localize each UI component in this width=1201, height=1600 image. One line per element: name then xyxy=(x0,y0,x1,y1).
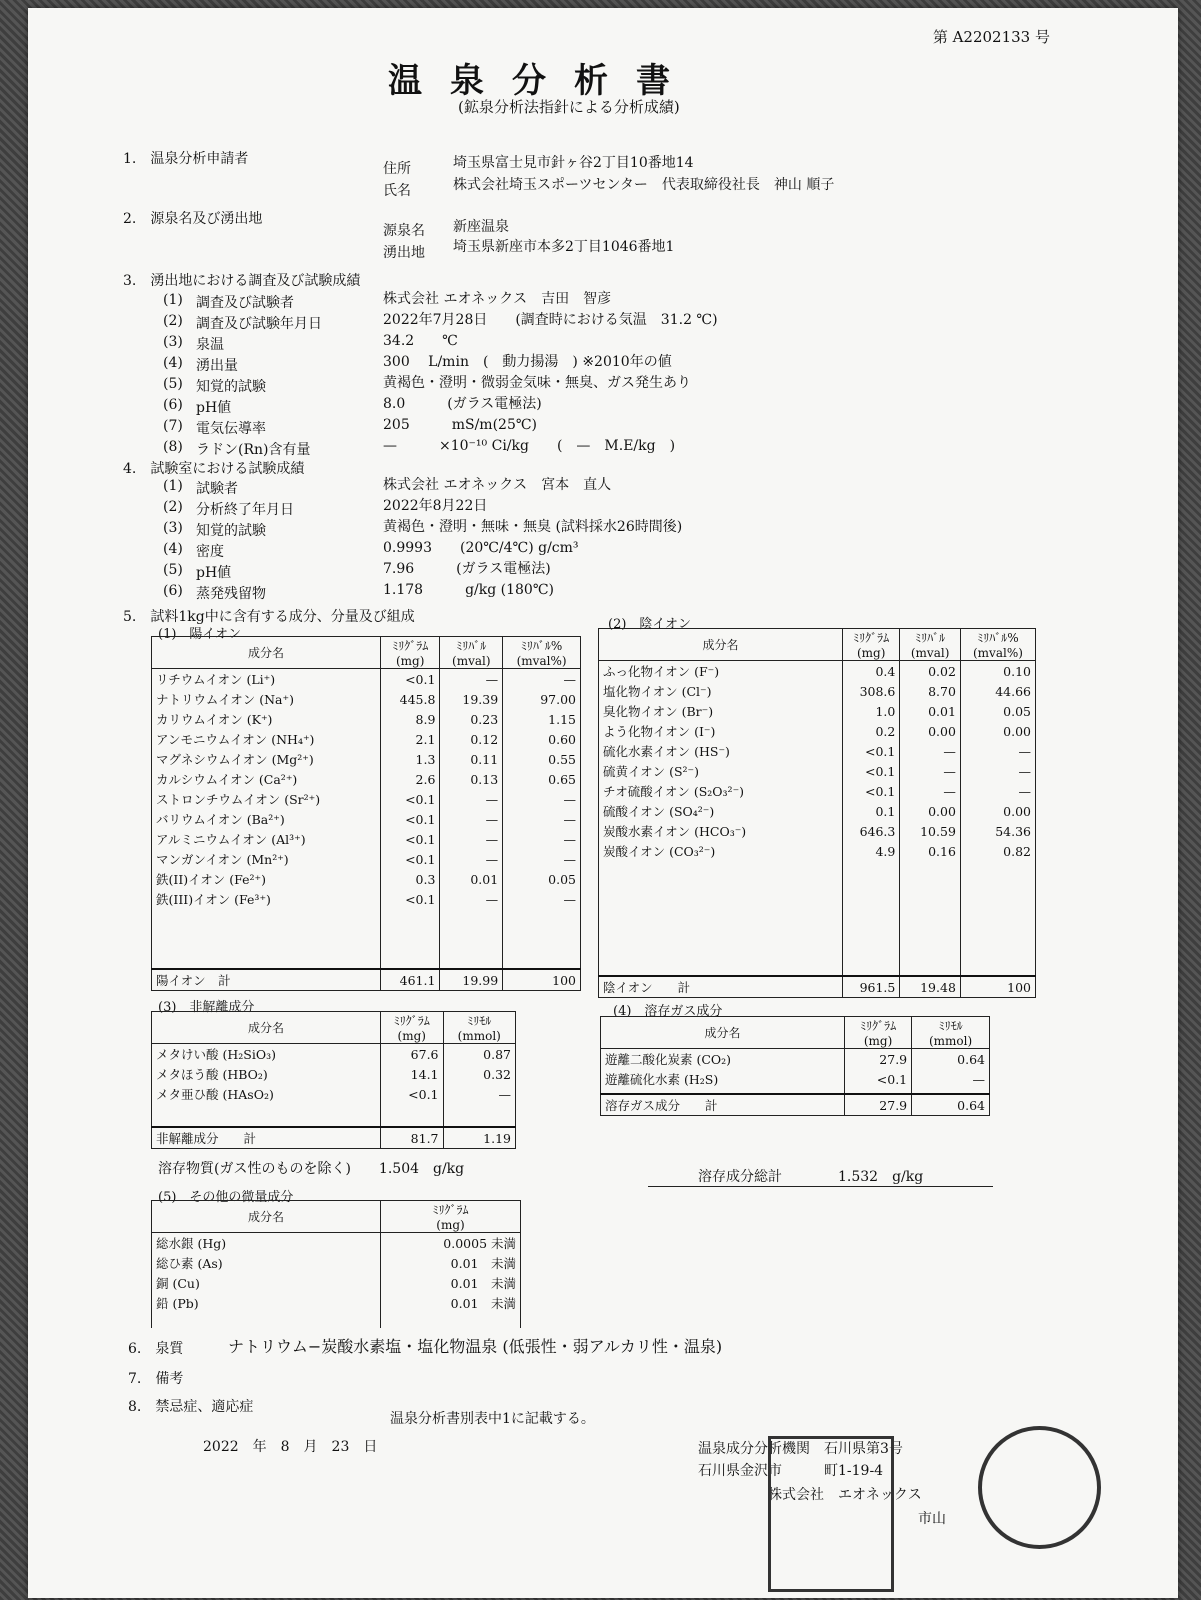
round-seal-stamp xyxy=(978,1426,1101,1549)
section-remarks: 7. 備考 xyxy=(128,1371,184,1387)
field-test-item-no: (2) xyxy=(163,313,183,329)
component-value: 1.3 xyxy=(381,749,440,769)
component-value: 0.01 未満 xyxy=(381,1293,521,1313)
table-row xyxy=(152,889,581,909)
component-name: アルミニウムイオン (Al³⁺) xyxy=(152,829,381,849)
field-test-item-value: 300 L/min ( 動力揚湯 ) ※2010年の値 xyxy=(383,354,672,370)
component-name: メタほう酸 (HBO₂) xyxy=(152,1064,381,1084)
column-header: 成分名 xyxy=(152,1201,381,1233)
component-value: 0.02 xyxy=(900,661,961,682)
document-page xyxy=(28,8,1178,1598)
anion-caption: (2) 陰イオン xyxy=(608,617,692,632)
field-test-item-value: 黄褐色・澄明・微弱金気味・無臭、ガス発生あり xyxy=(383,375,691,391)
table-row xyxy=(152,869,581,889)
component-value: 14.1 xyxy=(381,1064,444,1084)
table-row xyxy=(152,1064,516,1084)
component-value: <0.1 xyxy=(381,829,440,849)
component-value: 0.1 xyxy=(843,801,900,821)
cation-table xyxy=(151,636,581,991)
location-value: 埼玉県新座市本多2丁目1046番地1 xyxy=(453,239,675,255)
minor-table xyxy=(151,1200,521,1328)
indications-value: 温泉分析書別表中1に記載する。 xyxy=(390,1411,595,1427)
table-row xyxy=(152,1233,521,1254)
component-name: 総ひ素 (As) xyxy=(152,1253,381,1273)
table-row xyxy=(599,821,1036,841)
total-value: 0.64 xyxy=(912,1094,990,1116)
component-name: 総水銀 (Hg) xyxy=(152,1233,381,1254)
table-row xyxy=(152,689,581,709)
component-value: 0.87 xyxy=(443,1044,515,1065)
field-test-item-label: ラドン(Rn)含有量 xyxy=(196,442,311,458)
table-header-row xyxy=(601,1017,990,1049)
component-name: アンモニウムイオン (NH₄⁺) xyxy=(152,729,381,749)
component-value: 4.9 xyxy=(843,841,900,861)
table-header-row xyxy=(152,1012,516,1044)
section-lab-test: 4. 試験室における試験成績 xyxy=(123,461,305,477)
total-value: 100 xyxy=(503,969,581,991)
total-row xyxy=(599,976,1036,998)
lab-test-item-label: 蒸発残留物 xyxy=(196,586,266,602)
field-test-item-label: 調査及び試験者 xyxy=(196,295,294,311)
field-test-item-label: 湧出量 xyxy=(196,358,238,374)
field-test-item-value: 8.0 (ガラス電極法) xyxy=(383,396,542,412)
section-composition: 5. 試料1kg中に含有する成分、分量及び組成 xyxy=(123,609,415,625)
component-value: 1.0 xyxy=(843,701,900,721)
table-row xyxy=(152,709,581,729)
table-row xyxy=(152,669,581,690)
component-value: — xyxy=(900,741,961,761)
component-value: — xyxy=(503,829,581,849)
component-value: 2.1 xyxy=(381,729,440,749)
component-value: 1.15 xyxy=(503,709,581,729)
location-label: 湧出地 xyxy=(383,245,425,261)
component-value: 445.8 xyxy=(381,689,440,709)
component-value: — xyxy=(503,669,581,690)
quality-value: ナトリウム−炭酸水素塩・塩化物温泉 (低張性・弱アルカリ性・温泉) xyxy=(228,1337,723,1356)
issuer-line1: 温泉成分分析機関 石川県第3号 xyxy=(698,1441,903,1457)
component-value: 0.3 xyxy=(381,869,440,889)
column-header: ﾐﾘﾊﾞﾙ% (mval%) xyxy=(960,629,1035,661)
lab-test-item-label: pH値 xyxy=(196,565,232,581)
component-value: <0.1 xyxy=(381,889,440,909)
lab-test-item-label: 密度 xyxy=(196,544,224,560)
component-name: チオ硫酸イオン (S₂O₃²⁻) xyxy=(599,781,843,801)
component-name: メタけい酸 (H₂SiO₃) xyxy=(152,1044,381,1065)
component-name: ナトリウムイオン (Na⁺) xyxy=(152,689,381,709)
total-label: 陰イオン 計 xyxy=(599,976,843,998)
address-value: 埼玉県富士見市針ヶ谷2丁目10番地14 xyxy=(453,155,694,171)
lab-test-item-no: (3) xyxy=(163,520,183,536)
component-value: — xyxy=(503,889,581,909)
field-test-item-no: (3) xyxy=(163,334,183,350)
component-name: 鉄(III)イオン (Fe³⁺) xyxy=(152,889,381,909)
table-row xyxy=(599,841,1036,861)
component-value: — xyxy=(503,789,581,809)
lab-test-item-value: 黄褐色・澄明・無味・無臭 (試料採水26時間後) xyxy=(383,519,683,535)
component-value: 0.64 xyxy=(912,1049,990,1070)
component-name: 炭酸水素イオン (HCO₃⁻) xyxy=(599,821,843,841)
total-label: 溶存ガス成分 計 xyxy=(601,1094,845,1116)
component-value: 97.00 xyxy=(503,689,581,709)
total-underline xyxy=(648,1186,993,1187)
table-row xyxy=(152,1293,521,1313)
name-value: 株式会社埼玉スポーツセンター 代表取締役社長 神山 順子 xyxy=(453,177,835,193)
section-indications: 8. 禁忌症、適応症 xyxy=(128,1399,254,1415)
component-name: 炭酸イオン (CO₃²⁻) xyxy=(599,841,843,861)
component-name: 遊離硫化水素 (H₂S) xyxy=(601,1069,845,1089)
filler-row xyxy=(152,909,581,969)
section-quality: 6. 泉質 xyxy=(128,1341,184,1357)
table-row xyxy=(599,761,1036,781)
component-name: 銅 (Cu) xyxy=(152,1273,381,1293)
table-row xyxy=(152,1044,516,1065)
source-value: 新座温泉 xyxy=(453,219,509,235)
field-test-item-value: 205 mS/m(25℃) xyxy=(383,417,537,433)
column-header: ﾐﾘｸﾞﾗﾑ (mg) xyxy=(843,629,900,661)
lab-test-item-value: 2022年8月22日 xyxy=(383,498,488,514)
lab-test-item-value: 株式会社 エオネックス 宮本 直人 xyxy=(383,477,612,493)
component-value: 0.82 xyxy=(960,841,1035,861)
component-name: 硫酸イオン (SO₄²⁻) xyxy=(599,801,843,821)
component-value: <0.1 xyxy=(381,809,440,829)
table-row xyxy=(152,1253,521,1273)
component-value: <0.1 xyxy=(843,761,900,781)
table-row xyxy=(152,789,581,809)
component-value: 0.00 xyxy=(900,801,961,821)
column-header: ﾐﾘﾓﾙ (mmol) xyxy=(912,1017,990,1049)
table-row xyxy=(152,769,581,789)
component-value: — xyxy=(503,809,581,829)
component-name: ふっ化物イオン (F⁻) xyxy=(599,661,843,682)
component-value: — xyxy=(440,829,503,849)
lab-test-item-value: 1.178 g/kg (180℃) xyxy=(383,582,554,598)
field-test-item-no: (5) xyxy=(163,376,183,392)
component-value: 0.23 xyxy=(440,709,503,729)
component-value: 2.6 xyxy=(381,769,440,789)
table-row xyxy=(599,741,1036,761)
table-row xyxy=(152,829,581,849)
total-value: 81.7 xyxy=(381,1127,444,1149)
column-header: ﾐﾘｸﾞﾗﾑ (mg) xyxy=(381,637,440,669)
field-test-item-value: — ×10⁻¹⁰ Ci/kg ( — M.E/kg ) xyxy=(383,438,676,454)
component-value: 0.05 xyxy=(960,701,1035,721)
component-value: <0.1 xyxy=(845,1069,912,1089)
total-value: 100 xyxy=(960,976,1035,998)
component-value: — xyxy=(440,849,503,869)
field-test-item-value: 2022年7月28日 (調査時における気温 31.2 ℃) xyxy=(383,312,718,328)
lab-test-item-no: (2) xyxy=(163,499,183,515)
component-name: マグネシウムイオン (Mg²⁺) xyxy=(152,749,381,769)
component-value: — xyxy=(960,781,1035,801)
total-value: 19.48 xyxy=(900,976,961,998)
table-row xyxy=(152,729,581,749)
issuer-line3: 株式会社 エオネックス xyxy=(768,1487,922,1503)
component-value: 0.01 xyxy=(900,701,961,721)
table-header-row xyxy=(152,1201,521,1233)
table-row xyxy=(599,801,1036,821)
total-value: 461.1 xyxy=(381,969,440,991)
field-test-item-label: 知覚的試験 xyxy=(196,379,266,395)
component-value: 54.36 xyxy=(960,821,1035,841)
component-value: 0.12 xyxy=(440,729,503,749)
table-row xyxy=(152,749,581,769)
column-header: ﾐﾘｸﾞﾗﾑ (mg) xyxy=(381,1012,444,1044)
component-name: バリウムイオン (Ba²⁺) xyxy=(152,809,381,829)
component-value: 0.0005 未満 xyxy=(381,1233,521,1254)
field-test-item-label: 調査及び試験年月日 xyxy=(196,316,322,332)
component-value: — xyxy=(900,761,961,781)
component-name: ストロンチウムイオン (Sr²⁺) xyxy=(152,789,381,809)
component-name: リチウムイオン (Li⁺) xyxy=(152,669,381,690)
component-name: 遊離二酸化炭素 (CO₂) xyxy=(601,1049,845,1070)
column-header: ﾐﾘﾊﾞﾙ (mval) xyxy=(440,637,503,669)
total-row xyxy=(601,1094,990,1116)
total-value: 19.99 xyxy=(440,969,503,991)
address-label: 住所 xyxy=(383,161,411,177)
gas-caption: (4) 溶存ガス成分 xyxy=(613,1004,723,1019)
component-name: 臭化物イオン (Br⁻) xyxy=(599,701,843,721)
column-header: 成分名 xyxy=(152,1012,381,1044)
issuer-line4: 市山 xyxy=(918,1511,946,1527)
component-name: カルシウムイオン (Ca²⁺) xyxy=(152,769,381,789)
table-row xyxy=(152,849,581,869)
nonion-table xyxy=(151,1011,516,1149)
lab-test-item-no: (1) xyxy=(163,478,183,494)
component-value: 0.01 未満 xyxy=(381,1273,521,1293)
component-value: <0.1 xyxy=(381,1084,444,1104)
component-value: 0.00 xyxy=(960,721,1035,741)
component-value: 0.55 xyxy=(503,749,581,769)
lab-test-item-value: 0.9993 (20℃/4℃) g/cm³ xyxy=(383,540,579,556)
component-value: — xyxy=(503,849,581,869)
table-row xyxy=(152,1273,521,1293)
component-value: 10.59 xyxy=(900,821,961,841)
component-value: — xyxy=(960,761,1035,781)
component-value: 0.60 xyxy=(503,729,581,749)
component-name: カリウムイオン (K⁺) xyxy=(152,709,381,729)
field-test-item-no: (7) xyxy=(163,418,183,434)
component-value: 19.39 xyxy=(440,689,503,709)
component-name: 鉛 (Pb) xyxy=(152,1293,381,1313)
section-source: 2. 源泉名及び湧出地 xyxy=(123,211,263,227)
component-value: 0.4 xyxy=(843,661,900,682)
component-value: <0.1 xyxy=(381,789,440,809)
component-name: マンガンイオン (Mn²⁺) xyxy=(152,849,381,869)
component-name: 硫化水素イオン (HS⁻) xyxy=(599,741,843,761)
component-value: 646.3 xyxy=(843,821,900,841)
dissolved-solids: 溶存物質(ガス性のものを除く) 1.504 g/kg xyxy=(158,1161,465,1177)
component-value: 67.6 xyxy=(381,1044,444,1065)
total-label: 非解離成分 計 xyxy=(152,1127,381,1149)
component-value: — xyxy=(960,741,1035,761)
lab-test-item-label: 試験者 xyxy=(196,481,238,497)
total-row xyxy=(152,1127,516,1149)
component-value: 0.10 xyxy=(960,661,1035,682)
table-row xyxy=(599,781,1036,801)
section-field-test: 3. 湧出地における調査及び試験成績 xyxy=(123,273,361,289)
table-row xyxy=(599,721,1036,741)
component-name: 硫黄イオン (S²⁻) xyxy=(599,761,843,781)
field-test-item-value: 株式会社 エオネックス 吉田 智彦 xyxy=(383,291,612,307)
anion-table xyxy=(598,628,1036,998)
component-value: — xyxy=(443,1084,515,1104)
component-value: 0.2 xyxy=(843,721,900,741)
document-number: 第 A2202133 号 xyxy=(932,28,1050,46)
field-test-item-no: (4) xyxy=(163,355,183,371)
field-test-item-no: (1) xyxy=(163,292,183,308)
lab-test-item-no: (4) xyxy=(163,541,183,557)
component-value: 8.9 xyxy=(381,709,440,729)
dissolved-total: 溶存成分総計 1.532 g/kg xyxy=(698,1169,924,1185)
table-row xyxy=(152,809,581,829)
field-test-item-label: 泉温 xyxy=(196,337,224,353)
minor-caption: (5) その他の微量成分 xyxy=(158,1190,294,1205)
document-subtitle: (鉱泉分析法指針による分析成績) xyxy=(458,98,680,116)
total-value: 1.19 xyxy=(443,1127,515,1149)
lab-test-item-no: (5) xyxy=(163,562,183,578)
component-value: 0.00 xyxy=(900,721,961,741)
total-value: 27.9 xyxy=(845,1094,912,1116)
component-value: 0.13 xyxy=(440,769,503,789)
component-value: <0.1 xyxy=(381,849,440,869)
field-test-item-no: (6) xyxy=(163,397,183,413)
issue-date: 2022 年 8 月 23 日 xyxy=(203,1439,378,1455)
column-header: ﾐﾘﾓﾙ (mmol) xyxy=(443,1012,515,1044)
table-header-row xyxy=(152,637,581,669)
gas-table xyxy=(600,1016,990,1116)
component-value: <0.1 xyxy=(381,669,440,690)
component-name: メタ亜ひ酸 (HAsO₂) xyxy=(152,1084,381,1104)
lab-test-item-value: 7.96 (ガラス電極法) xyxy=(383,561,551,577)
document-title: 温泉分析書 xyxy=(388,61,698,101)
cation-caption: (1) 陽イオン xyxy=(158,627,242,642)
column-header: ﾐﾘﾊﾞﾙ% (mval%) xyxy=(503,637,581,669)
component-value: — xyxy=(440,889,503,909)
source-label: 源泉名 xyxy=(383,223,425,239)
component-value: 0.32 xyxy=(443,1064,515,1084)
table-row xyxy=(601,1069,990,1089)
component-value: 0.05 xyxy=(503,869,581,889)
component-value: 8.70 xyxy=(900,681,961,701)
column-header: ﾐﾘｸﾞﾗﾑ (mg) xyxy=(845,1017,912,1049)
field-test-item-no: (8) xyxy=(163,439,183,455)
component-value: 27.9 xyxy=(845,1049,912,1070)
component-value: <0.1 xyxy=(843,781,900,801)
component-name: 塩化物イオン (Cl⁻) xyxy=(599,681,843,701)
component-value: 0.65 xyxy=(503,769,581,789)
component-name: 鉄(II)イオン (Fe²⁺) xyxy=(152,869,381,889)
field-test-item-label: 電気伝導率 xyxy=(196,421,266,437)
component-value: 0.11 xyxy=(440,749,503,769)
component-name: よう化物イオン (I⁻) xyxy=(599,721,843,741)
name-label: 氏名 xyxy=(383,183,411,199)
filler-row xyxy=(599,861,1036,976)
component-value: — xyxy=(900,781,961,801)
total-value: 961.5 xyxy=(843,976,900,998)
lab-test-item-no: (6) xyxy=(163,583,183,599)
component-value: 0.00 xyxy=(960,801,1035,821)
total-row xyxy=(152,969,581,991)
column-header: 成分名 xyxy=(599,629,843,661)
component-value: 308.6 xyxy=(843,681,900,701)
column-header: 成分名 xyxy=(152,637,381,669)
table-row xyxy=(601,1049,990,1070)
column-header: ﾐﾘﾊﾞﾙ (mval) xyxy=(900,629,961,661)
column-header: 成分名 xyxy=(601,1017,845,1049)
total-label: 陽イオン 計 xyxy=(152,969,381,991)
section-applicant: 1. 温泉分析申請者 xyxy=(123,151,249,167)
component-value: 0.01 未満 xyxy=(381,1253,521,1273)
table-row xyxy=(152,1084,516,1104)
field-test-item-value: 34.2 ℃ xyxy=(383,333,458,349)
nonion-caption: (3) 非解離成分 xyxy=(158,1000,255,1015)
table-row xyxy=(599,701,1036,721)
component-value: — xyxy=(912,1069,990,1089)
component-value: — xyxy=(440,789,503,809)
square-seal-stamp xyxy=(768,1436,894,1592)
filler-row xyxy=(152,1313,521,1328)
component-value: 0.16 xyxy=(900,841,961,861)
column-header: ﾐﾘｸﾞﾗﾑ (mg) xyxy=(381,1201,521,1233)
table-header-row xyxy=(599,629,1036,661)
filler-row xyxy=(152,1104,516,1127)
table-row xyxy=(599,681,1036,701)
issuer-line2: 石川県金沢市 町1-19-4 xyxy=(698,1463,884,1479)
field-test-item-label: pH値 xyxy=(196,400,232,416)
table-row xyxy=(599,661,1036,682)
component-value: 44.66 xyxy=(960,681,1035,701)
lab-test-item-label: 分析終了年月日 xyxy=(196,502,294,518)
component-value: 0.01 xyxy=(440,869,503,889)
component-value: — xyxy=(440,809,503,829)
lab-test-item-label: 知覚的試験 xyxy=(196,523,266,539)
component-value: <0.1 xyxy=(843,741,900,761)
component-value: — xyxy=(440,669,503,690)
